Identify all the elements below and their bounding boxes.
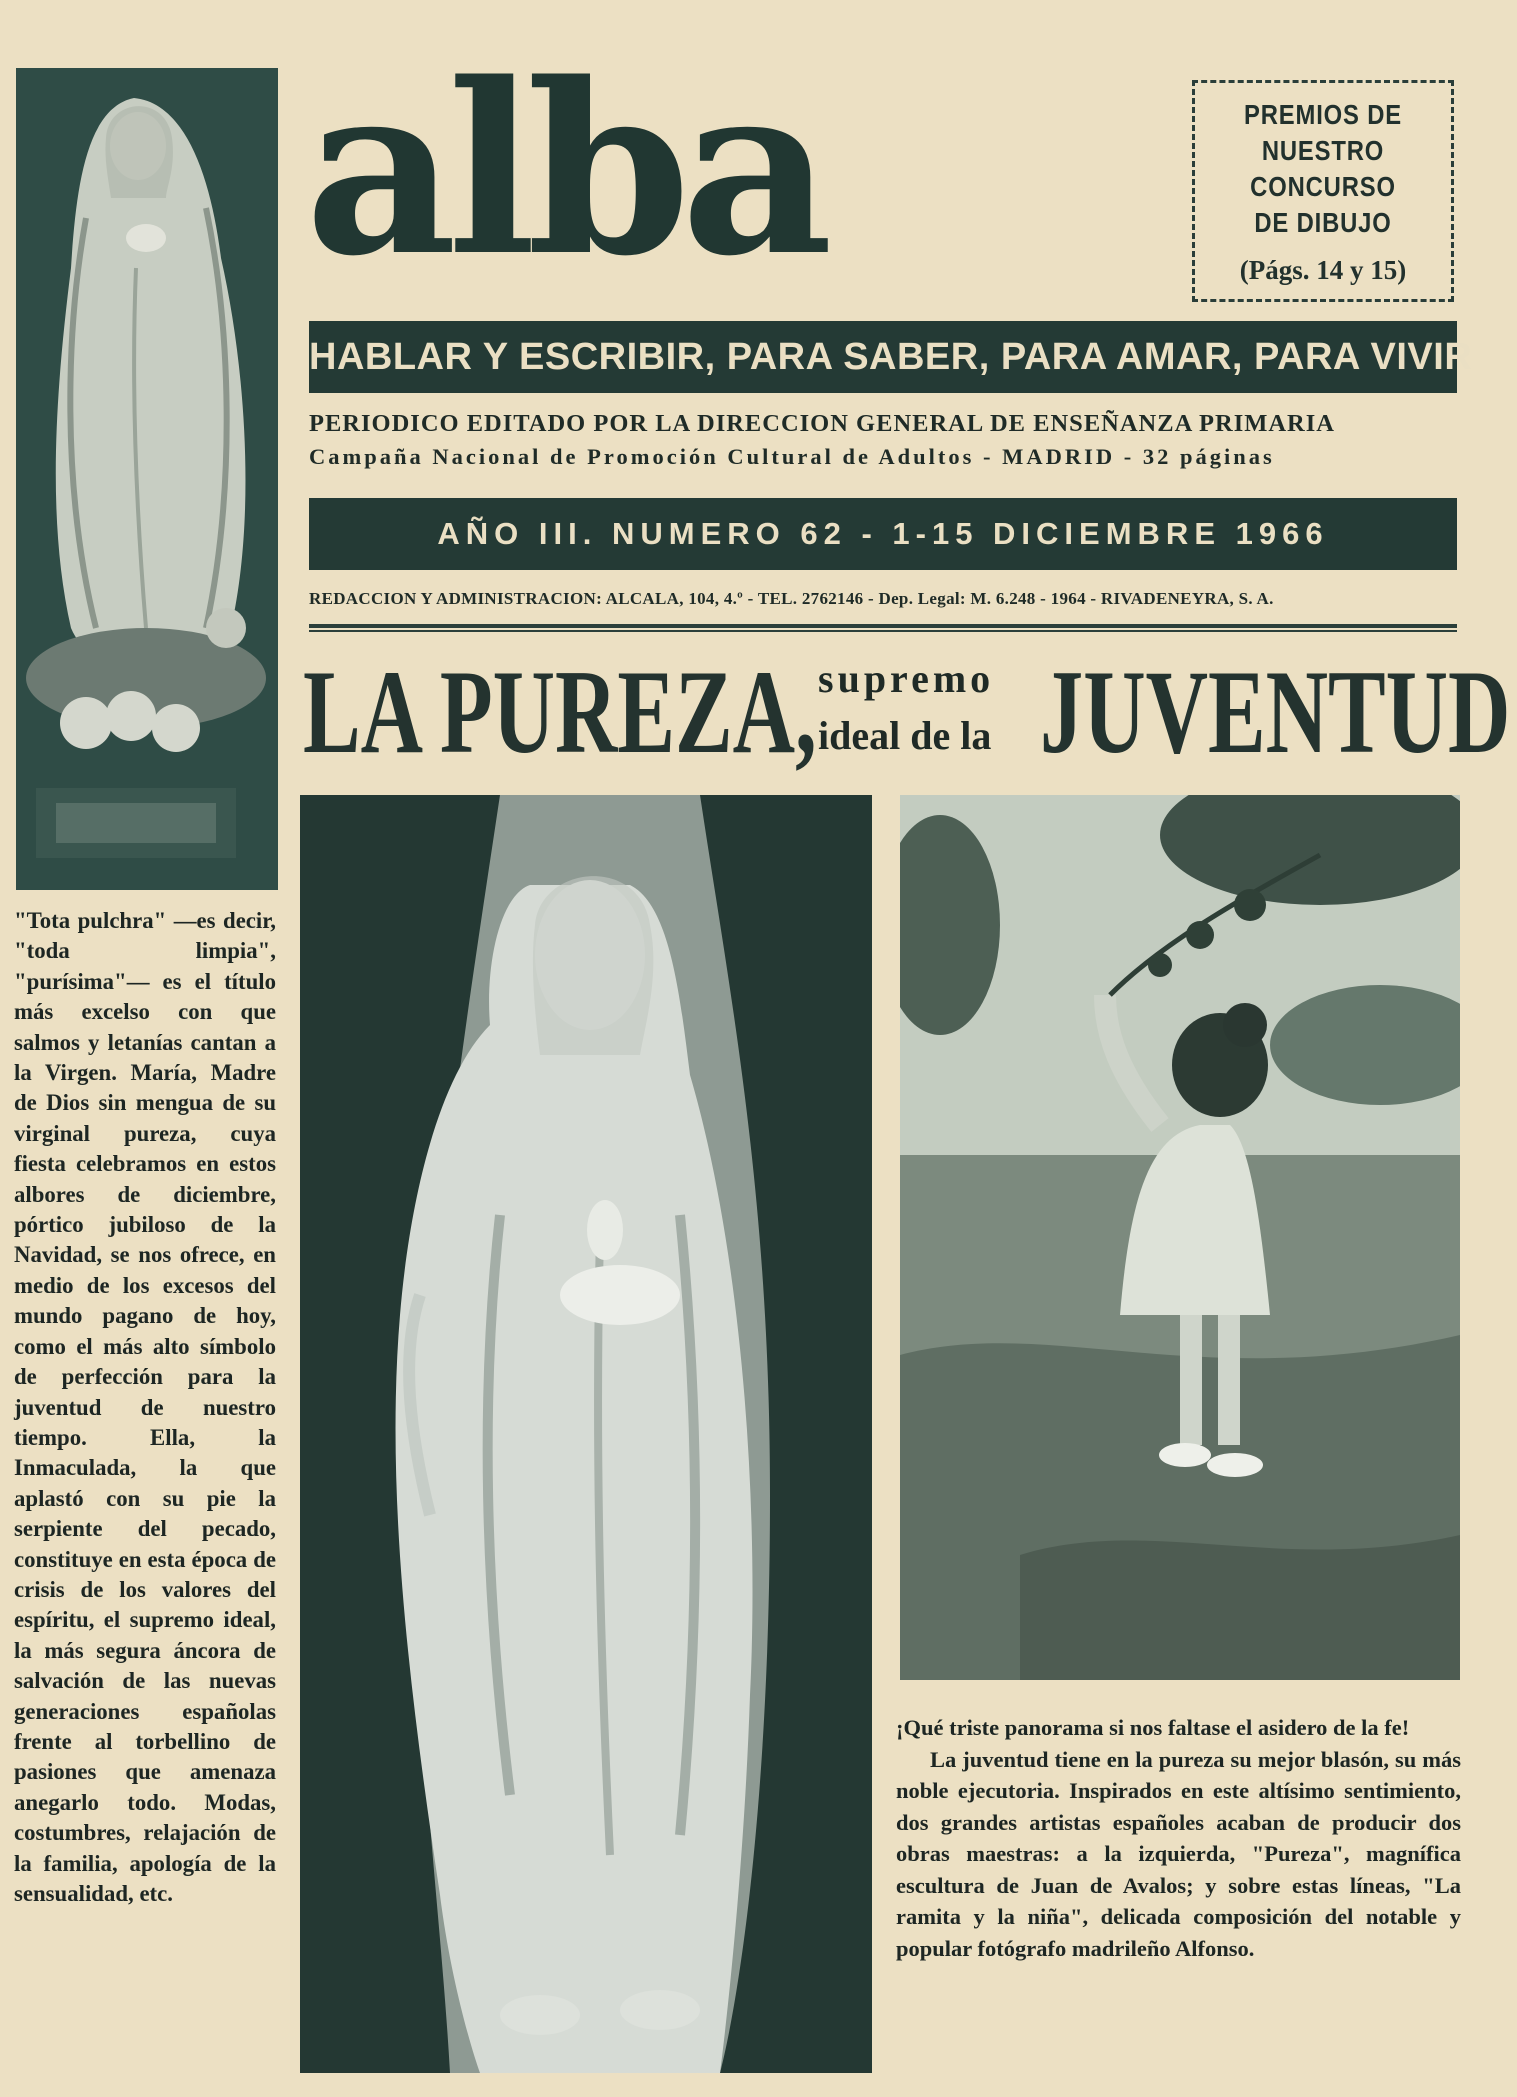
- publisher-line: PERIODICO EDITADO POR LA DIRECCION GENERAL DE ENSEÑANZA PRIMARIA: [309, 410, 1335, 437]
- left-column-text: "Tota pulchra" —es decir, "toda limpia", "purísima"— es el título más excelso con que salmos y letanías cantan a la Virgen. María, Madre de Dios sin mengua de su virginal pureza, cuya fiesta celebramos en estos albores de diciembre, pórtico jubiloso de la Navidad, se nos ofrece, en medio de los excesos del mundo pagano de hoy, como el más alto símbolo de perfección para la juventud de nuestro tiempo. Ella, la Inmaculada, la que aplastó con su pie la serpiente del pecado, constituye en esta época de crisis de los valores del espíritu, el supremo ideal, la más segura áncora de salvación de las nuevas generaciones españolas frente al torbellino de pasiones que amenaza anegarlo todo. Modas, costumbres, relajación de la familia, apología de la sensualidad, etc.: [14, 908, 276, 1906]
- statue-photo: [300, 795, 872, 2073]
- girl-with-branch-illustration: [900, 795, 1460, 1680]
- campaign-line: Campaña Nacional de Promoción Cultural de Adultos - MADRID - 32 páginas: [309, 444, 1275, 469]
- divider-rule: [309, 624, 1457, 628]
- prize-line-3: DE DIBUJO: [1254, 207, 1392, 238]
- slogan-bar: HABLAR Y ESCRIBIR, PARA SABER, PARA AMAR, PARA VIVIR: [309, 321, 1457, 393]
- headline-right: JUVENTUD: [1040, 645, 1511, 778]
- prize-line-2: NUESTRO CONCURSO: [1250, 135, 1396, 202]
- prize-announcement-box: [1192, 80, 1454, 302]
- divider-rule-thin: [309, 630, 1457, 632]
- girl-with-branch-photo: [900, 795, 1460, 1680]
- right-paragraph-2: La juventud tiene en la pureza su mejor blasón, su más noble ejecutoria. Inspirados en este altísimo sentimiento, dos grandes artistas españoles acaban de producir dos obras maestras: a la izquierda, "Pureza", magnífica escultura de Juan de Avalos; y sobre estas líneas, "La ramita y la niña", delicada composición del notable y popular fotógrafo madrileño Alfonso.: [896, 1746, 1461, 1961]
- statue-illustration: [300, 795, 872, 2073]
- logo-text: alba: [305, 32, 824, 308]
- right-paragraph-1: ¡Qué triste panorama si nos faltase el asidero de la fe!: [896, 1715, 1410, 1740]
- issue-bar: AÑO III. NUMERO 62 - 1-15 DICIEMBRE 1966: [309, 498, 1457, 570]
- virgin-mary-photo: [16, 68, 278, 890]
- headline-mid-top: supremo: [818, 656, 995, 701]
- prize-line-1: PREMIOS DE: [1244, 99, 1402, 130]
- headline-left: LA PUREZA,: [303, 645, 817, 778]
- prize-pages: (Págs. 14 y 15): [1239, 255, 1407, 285]
- virgin-mary-illustration: [16, 68, 278, 890]
- right-column-text: [896, 1712, 1461, 1964]
- alba-logo: [305, 32, 1185, 310]
- redaccion-line: REDACCION Y ADMINISTRACION: ALCALA, 104, 4.º - TEL. 2762146 - Dep. Legal: M. 6.248 - 1964 - RIVADENEYRA, S. A.: [309, 589, 1274, 608]
- headline-mid-bottom: ideal de la: [818, 713, 992, 758]
